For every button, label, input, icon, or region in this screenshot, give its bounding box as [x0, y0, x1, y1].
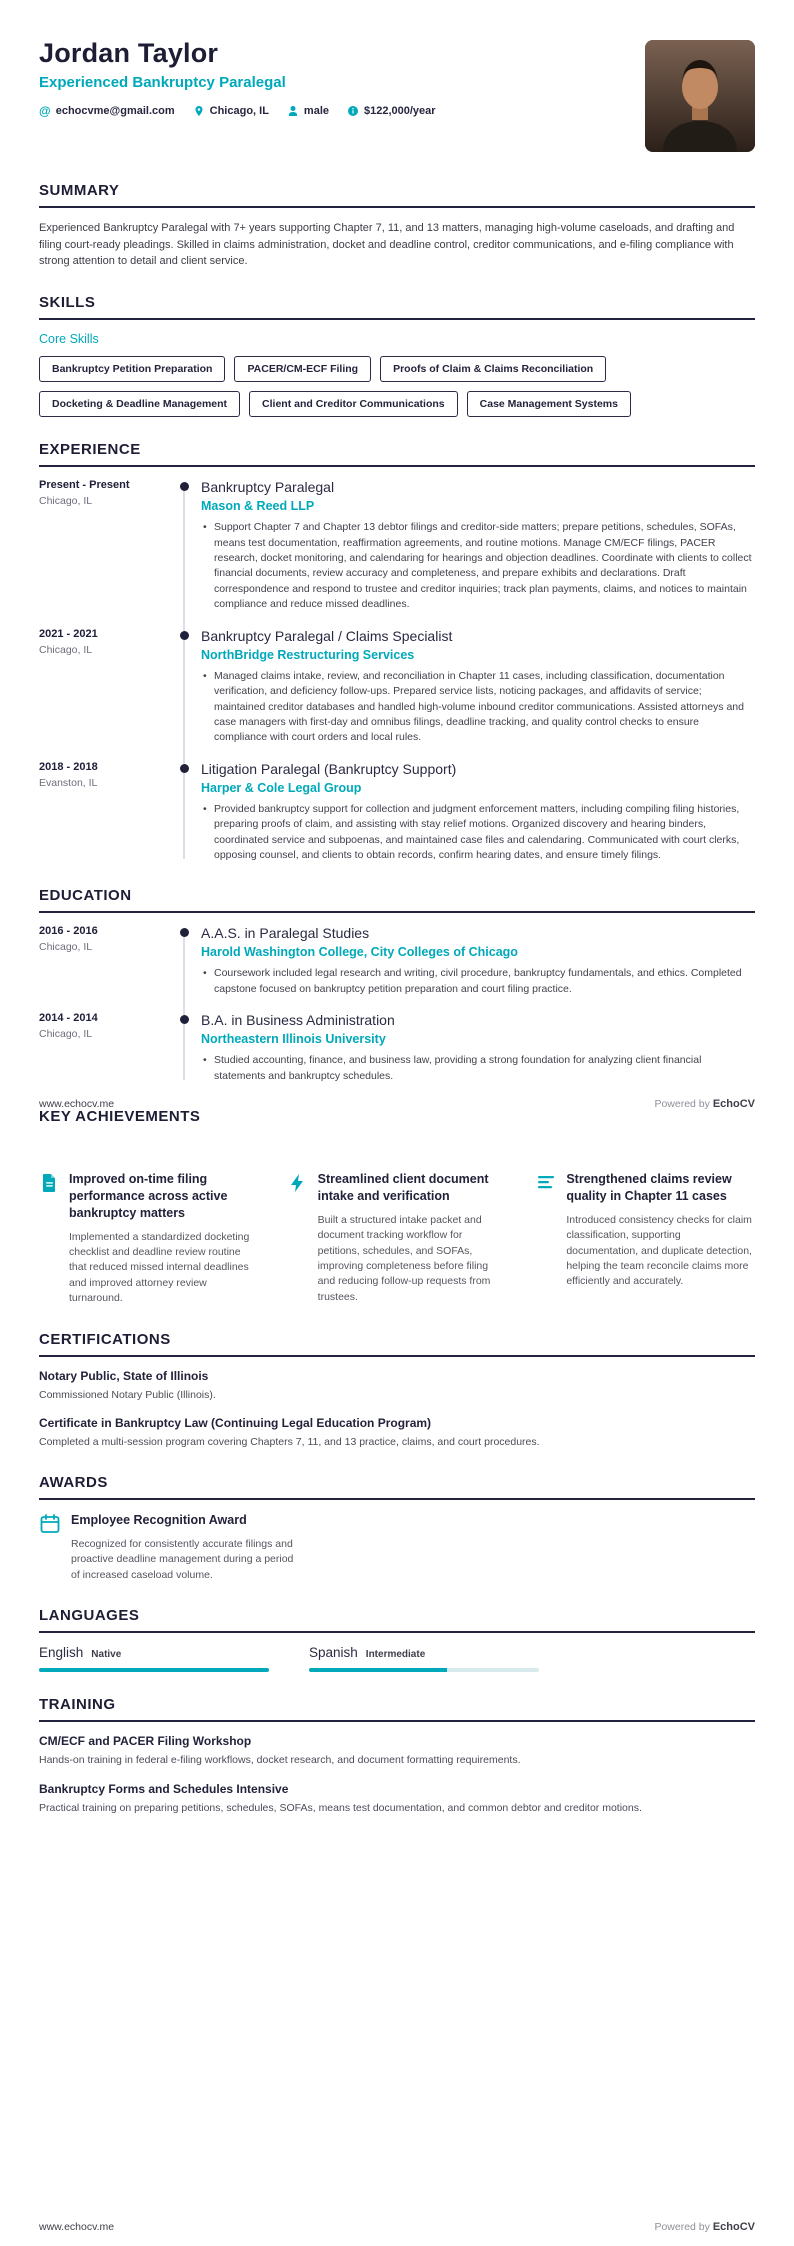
- education-school: Harold Washington College, City Colleges of Chicago: [201, 945, 518, 960]
- education-dates: 2016 - 2016: [39, 925, 98, 938]
- section-certifications: [39, 1331, 755, 1450]
- experience-location: Chicago, IL: [39, 495, 93, 508]
- experience-bullet: • Support Chapter 7 and Chapter 13 debtor filings and creditor-side matters; prepare petitions, schedules, SOFAs, means test documentation, reaffirmation agreements, and routine motions. Manage CM/ECF filings, PACER research, docket monitoring, and calendaring for hearings and objection deadlines. Coordinate with clients to collect financial documents, review accuracy and completeness, and prepare exhibits and declarations. Draft correspondence and respond to trustee and creditor inquiries; track plan payments, claims, and notices to maintain compliance and reduce missed deadlines.: [201, 520, 755, 613]
- document-icon: [39, 1171, 59, 1307]
- experience-entry: [39, 761, 755, 864]
- achievements-heading: KEY ACHIEVEMENTS: [39, 1108, 755, 1123]
- language-list: [39, 1645, 755, 1672]
- timeline-dot: [180, 631, 189, 640]
- achievement-card-body: [318, 1171, 507, 1307]
- experience-bullet-list: [201, 520, 755, 613]
- education-entry-meta: [39, 1012, 167, 1084]
- training-text: Practical training on preparing petitions, schedules, SOFAs, means test documentation, and common debtor and creditor motions.: [39, 1801, 642, 1814]
- person-icon: [287, 105, 299, 117]
- experience-entry-meta: [39, 761, 167, 864]
- achievement-title: Strengthened claims review quality in Chapter 11 cases: [566, 1172, 732, 1203]
- training-item: [39, 1782, 755, 1816]
- skill-chip: Bankruptcy Petition Preparation: [39, 356, 225, 382]
- language-head: [309, 1645, 539, 1660]
- profile-photo: [645, 40, 755, 152]
- experience-bullet-list: [201, 669, 755, 746]
- timeline-rail: [167, 1012, 201, 1084]
- experience-entry-content: [201, 479, 755, 613]
- section-languages: [39, 1607, 755, 1672]
- experience-location: Chicago, IL: [39, 643, 93, 656]
- experience-location: Evanston, IL: [39, 776, 98, 789]
- contact-location-text: Chicago, IL: [209, 105, 269, 117]
- skills-heading: SKILLS: [39, 294, 755, 320]
- language-bar: [39, 1668, 269, 1672]
- education-entry: [39, 1012, 755, 1084]
- experience-bullet-list: [201, 802, 755, 864]
- training-item: [39, 1734, 755, 1768]
- skills-chip-list: [39, 356, 689, 417]
- education-entry-content: [201, 1012, 755, 1084]
- training-heading: TRAINING: [39, 1696, 755, 1722]
- training-title: Bankruptcy Forms and Schedules Intensive: [39, 1781, 289, 1796]
- education-bullet: • Coursework included legal research and writing, civil procedure, bankruptcy fundamentals, and ethics. Completed capstone focused on bankruptcy petition preparation and court filing practice.: [201, 966, 755, 997]
- achievement-card: [536, 1171, 755, 1307]
- certifications-heading: CERTIFICATIONS: [39, 1331, 755, 1357]
- certification-text: Completed a multi-session program covering Chapters 7, 11, and 13 practice, claims, and court procedures.: [39, 1435, 540, 1448]
- education-degree: B.A. in Business Administration: [201, 1012, 395, 1029]
- education-bullet-list: [201, 966, 755, 997]
- contact-salary-text: $122,000/year: [364, 105, 436, 117]
- skill-chip: Docketing & Deadline Management: [39, 391, 240, 417]
- summary-heading: SUMMARY: [39, 182, 755, 208]
- language-name: English: [39, 1645, 84, 1661]
- experience-job-title: Bankruptcy Paralegal / Claims Specialist: [201, 627, 453, 644]
- languages-heading: LANGUAGES: [39, 1607, 755, 1633]
- education-entry-content: [201, 925, 755, 997]
- education-dates: 2014 - 2014: [39, 1012, 98, 1025]
- achievement-card-body: [566, 1171, 755, 1307]
- experience-company: Harper & Cole Legal Group: [201, 780, 362, 795]
- contact-gender: [287, 105, 329, 117]
- timeline-dot: [180, 482, 189, 491]
- achievement-text: Implemented a standardized docketing checklist and deadline review routine that reduced missed internal deadlines and improved attorney review turnaround.: [69, 1230, 250, 1305]
- experience-company: NorthBridge Restructuring Services: [201, 647, 415, 662]
- award-title: Employee Recognition Award: [71, 1513, 247, 1528]
- education-heading: EDUCATION: [39, 887, 755, 913]
- experience-entry-content: [201, 628, 755, 746]
- contact-email-text: echocvme@gmail.com: [55, 105, 175, 117]
- experience-entry-content: [201, 761, 755, 864]
- footer-powered-by: [654, 1098, 755, 1110]
- person-job-title: Experienced Bankruptcy Paralegal: [39, 74, 286, 91]
- timeline-dot: [180, 1015, 189, 1024]
- skills-group-label: Core Skills: [39, 332, 99, 347]
- salary-info-icon: [347, 105, 359, 117]
- experience-bullet: • Managed claims intake, review, and reconciliation in Chapter 11 cases, including classification, documentation verification, and deficiency follow-ups. Prepared service lists, noticing packages, and affidavits of service; maintained creditor databases and handled high-volume inbound creditor communications. Assisted attorneys and case managers with first-day and omnibus filings, deadline tracking, and quality control checks to ensure compliance with court orders and local rules.: [201, 669, 755, 746]
- page-1-footer: [39, 1098, 755, 1110]
- achievement-card-body: [69, 1171, 258, 1307]
- achievement-text: Introduced consistency checks for claim classification, supporting documentation, and duplicate detection, helping the team reconcile claims more efficiently and accurately.: [566, 1213, 752, 1288]
- timeline-dot: [180, 928, 189, 937]
- certification-title: Notary Public, State of Illinois: [39, 1368, 209, 1383]
- skill-chip: PACER/CM-ECF Filing: [234, 356, 371, 382]
- timeline-rail: [167, 925, 201, 997]
- achievement-card: [288, 1171, 507, 1307]
- experience-company: Mason & Reed LLP: [201, 499, 315, 514]
- experience-dates: 2021 - 2021: [39, 627, 98, 640]
- bolt-icon: [288, 1171, 308, 1307]
- footer-site-url: www.echocv.me: [39, 1098, 115, 1110]
- experience-job-title: Bankruptcy Paralegal: [201, 479, 335, 496]
- education-bullet-list: [201, 1053, 755, 1084]
- certification-text: Commissioned Notary Public (Illinois).: [39, 1388, 216, 1401]
- experience-heading: EXPERIENCE: [39, 441, 755, 467]
- list-icon: [536, 1171, 556, 1307]
- experience-entry: [39, 628, 755, 746]
- timeline-rail: [167, 761, 201, 864]
- footer-powered-prefix: Powered by: [654, 2221, 710, 2233]
- education-location: Chicago, IL: [39, 1028, 93, 1041]
- page-2: [0, 1123, 794, 2246]
- language-level: Intermediate: [365, 1649, 426, 1661]
- experience-entry-meta: [39, 479, 167, 613]
- training-title: CM/ECF and PACER Filing Workshop: [39, 1734, 252, 1749]
- achievement-title: Streamlined client document intake and verification: [317, 1172, 489, 1203]
- footer-brand: EchoCV: [712, 1098, 755, 1110]
- certification-title: Certificate in Bankruptcy Law (Continuing Legal Education Program): [39, 1415, 432, 1430]
- experience-dates: Present - Present: [39, 479, 130, 492]
- resume-header: [39, 38, 755, 158]
- section-experience: [39, 441, 755, 863]
- education-entry: [39, 925, 755, 997]
- achievement-title: Improved on-time filing performance across active bankruptcy matters: [69, 1172, 228, 1220]
- footer-brand: EchoCV: [712, 2221, 755, 2233]
- contact-gender-text: male: [303, 105, 329, 117]
- skill-chip: Client and Creditor Communications: [249, 391, 458, 417]
- page-2-footer: [39, 2221, 755, 2233]
- award-body: [71, 1512, 294, 1583]
- footer-site-url: www.echocv.me: [39, 2221, 115, 2233]
- education-location: Chicago, IL: [39, 941, 93, 954]
- education-school: Northeastern Illinois University: [201, 1032, 386, 1047]
- experience-entry-meta: [39, 628, 167, 746]
- email-icon: @: [39, 104, 51, 118]
- section-awards: [39, 1474, 755, 1583]
- footer-powered-by: [654, 2221, 755, 2233]
- experience-job-title: Litigation Paralegal (Bankruptcy Support): [201, 760, 457, 777]
- person-name: Jordan Taylor: [39, 38, 219, 68]
- language-item: [39, 1645, 269, 1672]
- award-item: [39, 1512, 294, 1583]
- contact-location: [193, 105, 269, 117]
- location-pin-icon: [193, 105, 205, 117]
- skill-chip: Proofs of Claim & Claims Reconciliation: [380, 356, 606, 382]
- section-skills: [39, 294, 755, 417]
- education-entry-meta: [39, 925, 167, 997]
- language-bar-fill: [39, 1668, 269, 1672]
- language-head: [39, 1645, 269, 1660]
- timeline-rail: [167, 628, 201, 746]
- award-text: Recognized for consistently accurate filings and proactive deadline management during a period of increased caseload volume.: [71, 1538, 294, 1581]
- experience-entry: [39, 479, 755, 613]
- section-training: [39, 1696, 755, 1815]
- achievement-card: [39, 1171, 258, 1307]
- section-education: [39, 887, 755, 1084]
- achievement-text: Built a structured intake packet and document tracking workflow for petitions, schedules, and SOFAs, improving completeness before filing and reducing follow-up requests from trustees.: [317, 1213, 491, 1303]
- contact-email: [39, 105, 175, 117]
- timeline-dot: [180, 764, 189, 773]
- training-text: Hands-on training in federal e-filing workflows, docket research, and document formatting requirements.: [39, 1754, 521, 1767]
- section-summary: [39, 182, 755, 270]
- language-item: [309, 1645, 539, 1672]
- timeline-rail: [167, 479, 201, 613]
- footer-powered-prefix: Powered by: [654, 1098, 710, 1110]
- certification-item: [39, 1416, 755, 1450]
- language-name: Spanish: [309, 1645, 358, 1661]
- language-bar-fill: [309, 1668, 447, 1672]
- achievements-grid: [39, 1171, 755, 1307]
- education-degree: A.A.S. in Paralegal Studies: [201, 925, 370, 942]
- experience-bullet: • Provided bankruptcy support for collection and judgment enforcement matters, including compiling filing histories, preparing proofs of claim, and assisting with stay relief motions. Organized discovery and hearing binders, coordinated service and subpoenas, and maintained case files and calendaring. Communicated with court clerks, opposing counsel, and clients to obtain records, confirm hearing dates, and ensure timely filings.: [201, 802, 755, 864]
- education-bullet: • Studied accounting, finance, and business law, providing a strong foundation for analyzing client financial statements and bankruptcy schedules.: [201, 1053, 755, 1084]
- experience-dates: 2018 - 2018: [39, 760, 98, 773]
- skill-chip: Case Management Systems: [467, 391, 631, 417]
- summary-text: Experienced Bankruptcy Paralegal with 7+ years supporting Chapter 7, 11, and 13 matters, managing high-volume caseloads, and drafting and filing court-ready pleadings. Skilled in claims administration, docket and deadline control, creditor communications, and e-filing compliance with strong attention to detail and client service.: [39, 222, 735, 268]
- contact-salary: [347, 105, 436, 117]
- language-level: Native: [91, 1649, 122, 1661]
- calendar-icon: [39, 1512, 61, 1583]
- certification-item: [39, 1369, 755, 1403]
- section-achievements-heading: [39, 1108, 755, 1123]
- awards-heading: AWARDS: [39, 1474, 755, 1500]
- language-bar: [309, 1668, 539, 1672]
